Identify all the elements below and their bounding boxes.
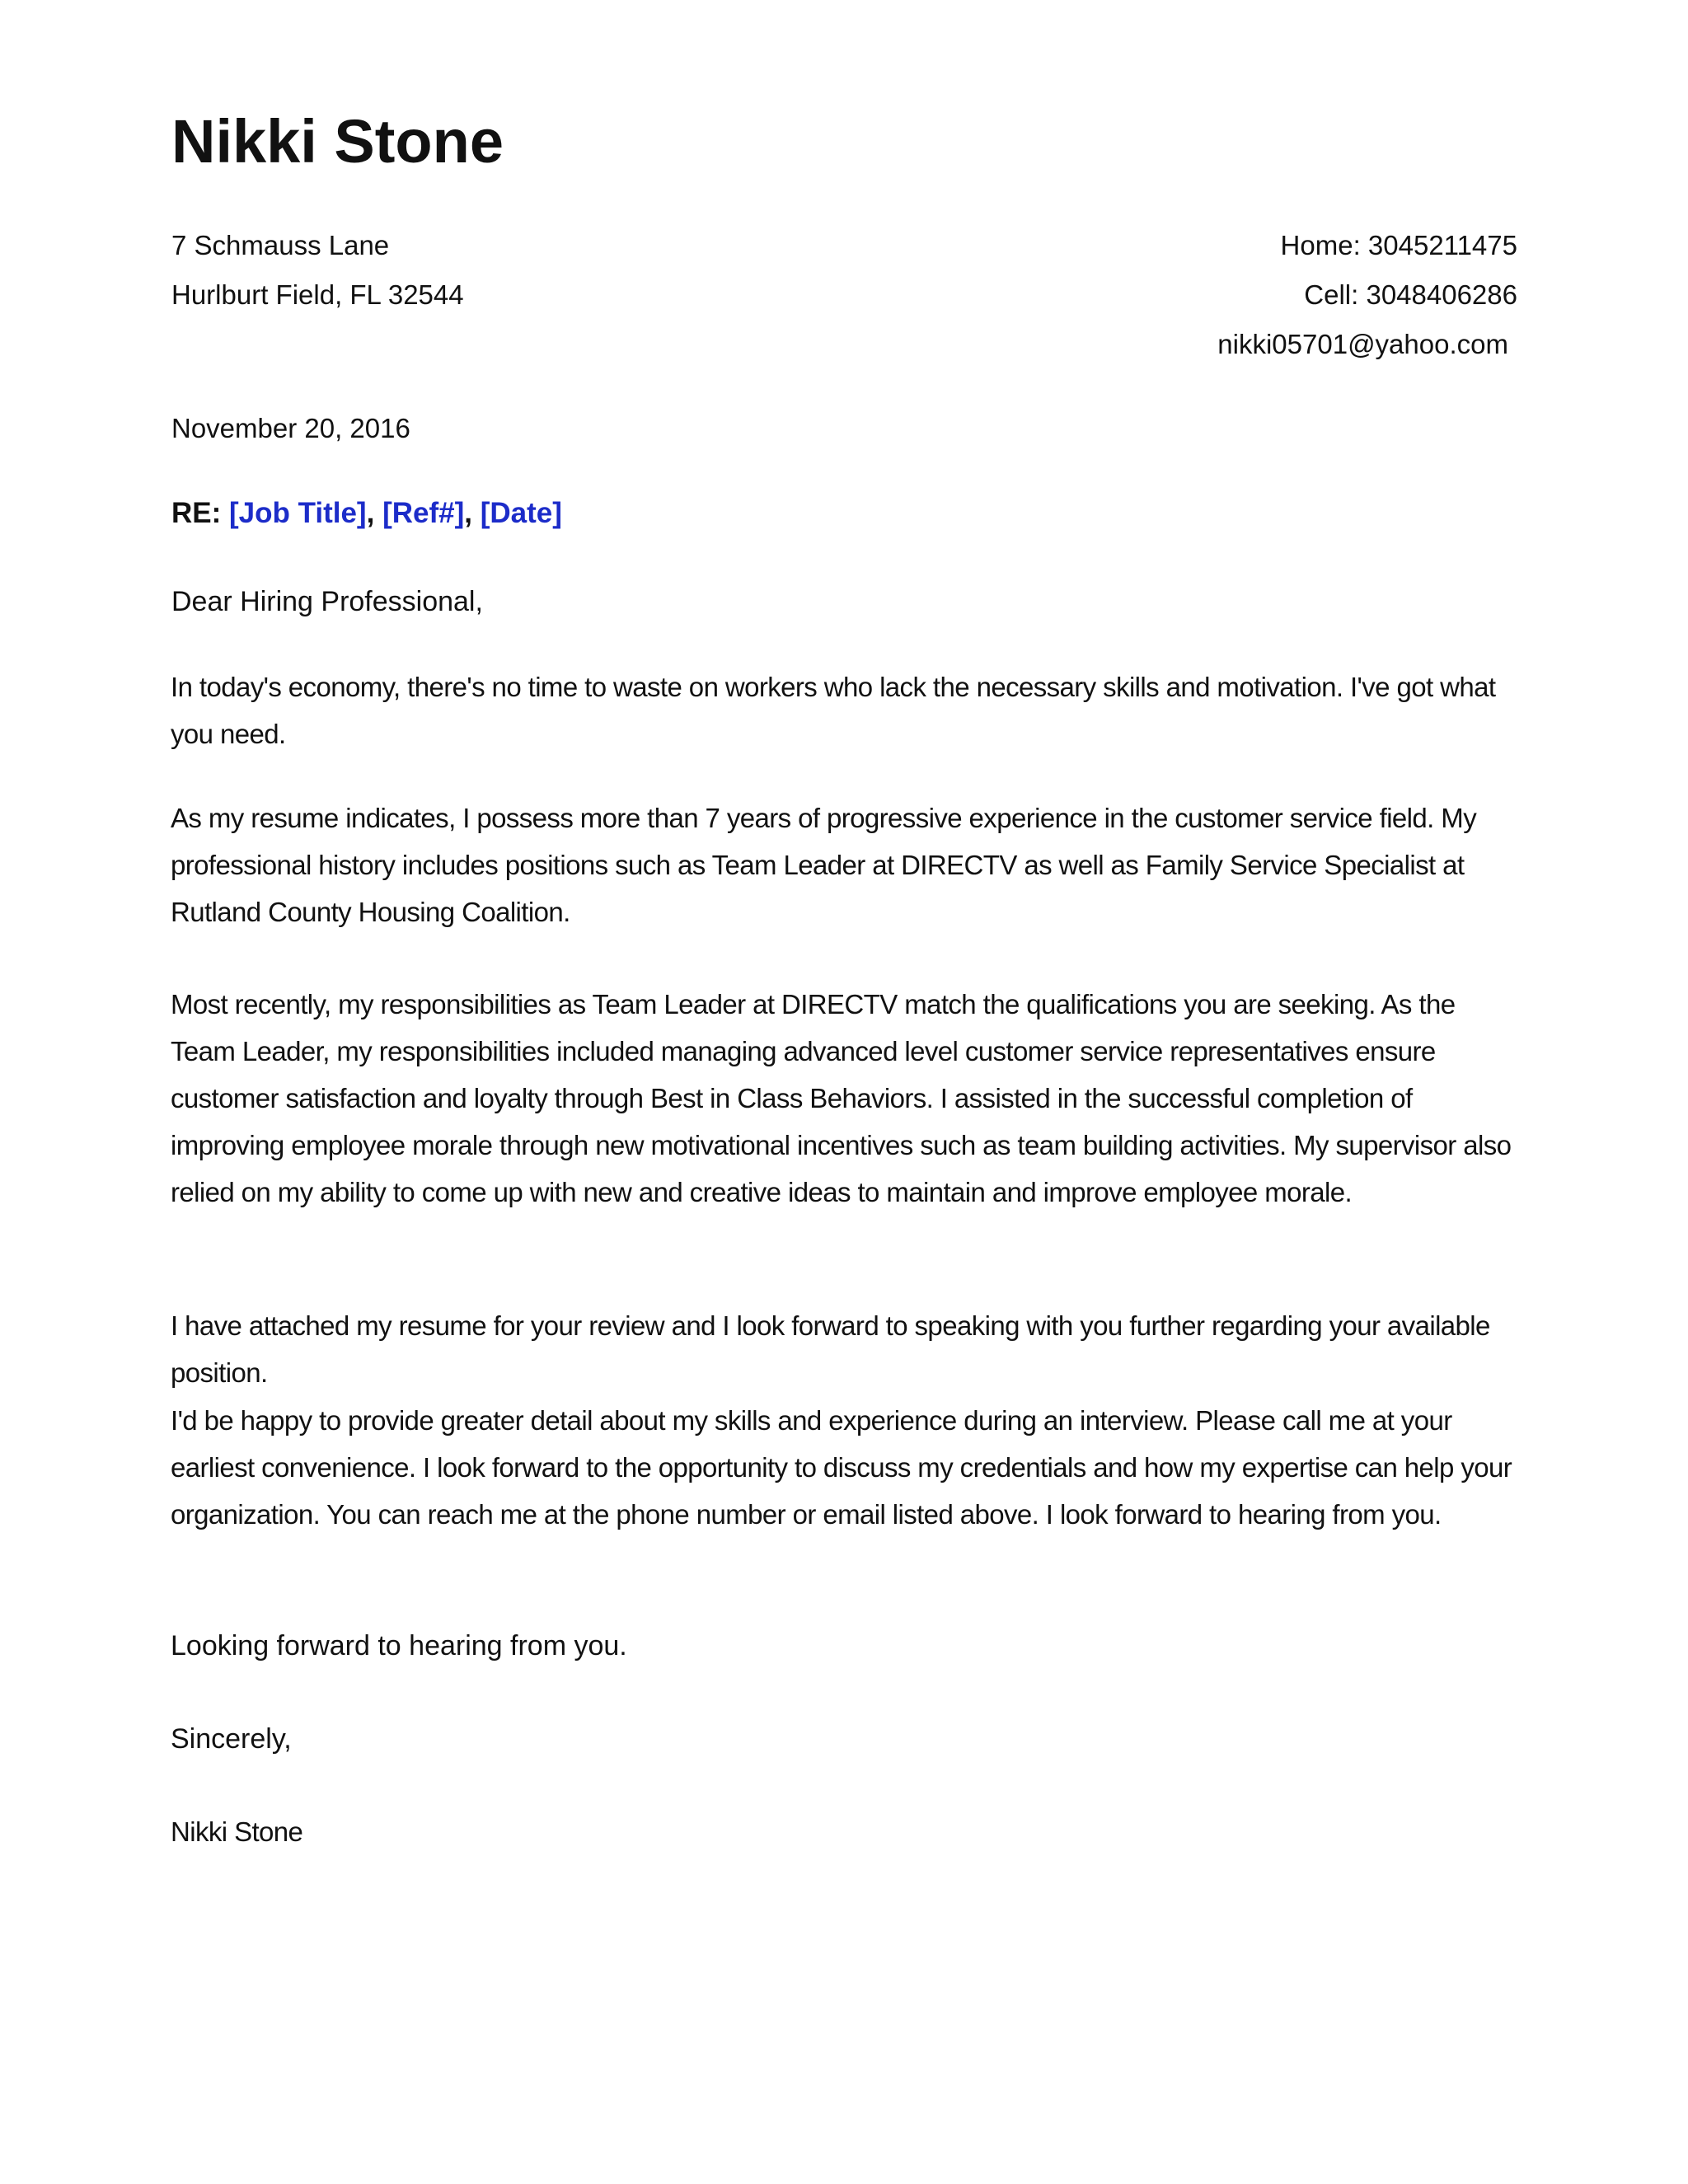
body-paragraph-1: In today's economy, there's no time to waste on workers who lack the necessary skills and motivation. I've got what you need. [171,672,1496,749]
re-ref-number: [Ref#] [382,497,465,529]
re-separator-1: , [366,497,375,529]
closing-line: Looking forward to hearing from you. [171,1630,627,1661]
cell-phone: Cell: 3048406286 [1304,279,1517,310]
re-date: [Date] [480,497,562,529]
sender-name: Nikki Stone [171,107,504,176]
re-separator-2: , [464,497,472,529]
body-paragraph-2: As my resume indicates, I possess more than 7 years of progressive experience in the customer service field. My professional history includes positions such as Team Leader at DIRECTV as well as Family Service Specialist at Rutland County Housing Coalition. [171,803,1477,927]
re-label: RE: [171,497,222,529]
sender-contact [1217,221,1517,369]
sign-off: Sincerely, [171,1723,292,1755]
re-job-title: [Job Title] [229,497,367,529]
address-line-2: Hurlburt Field, FL 32544 [171,279,464,310]
letter-date: November 20, 2016 [171,413,410,443]
address-line-1: 7 Schmauss Lane [171,230,390,260]
re-line [171,490,562,537]
sender-address [171,221,464,320]
email-address: nikki05701@yahoo.com [1217,329,1508,359]
signature-name: Nikki Stone [171,1816,303,1847]
body-paragraph-4: I have attached my resume for your review and I look forward to speaking with you further regarding your available position. [171,1310,1490,1388]
body-paragraph-5: I'd be happy to provide greater detail about my skills and experience during an interview. Please call me at your earliest convenience. I look forward to the opportunity to discuss my credentials and how my expertise can help your organization. You can reach me at the phone number or email listed above. I look forward to hearing from you. [171,1405,1512,1530]
home-phone: Home: 3045211475 [1280,230,1517,260]
salutation: Dear Hiring Professional, [171,586,483,617]
body-paragraph-3: Most recently, my responsibilities as Team Leader at DIRECTV match the qualifications you are seeking. As the Team Leader, my responsibilities included managing advanced level customer service representatives ensure customer satisfaction and loyalty through Best in Class Behaviors. I assisted in the successful completion of improving employee morale through new motivational incentives such as team building activities. My supervisor also relied on my ability to come up with new and creative ideas to maintain and improve employee morale. [171,989,1512,1207]
